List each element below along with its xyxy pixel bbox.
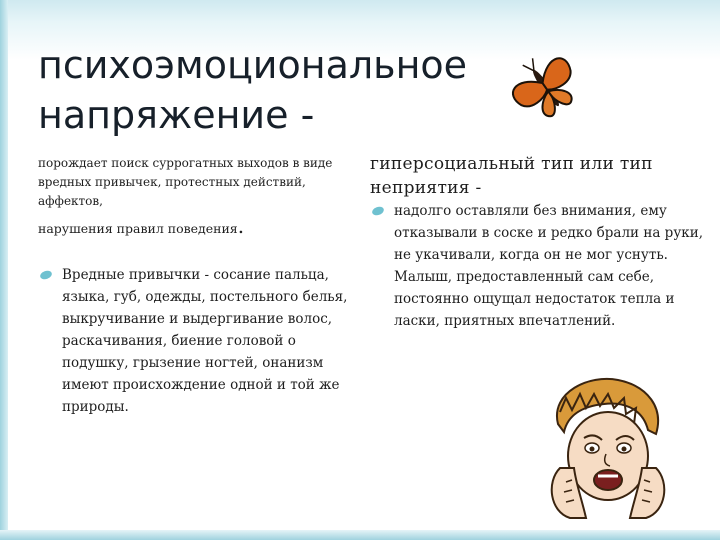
intro-last-dot: . xyxy=(237,214,245,238)
butterfly-illustration xyxy=(506,52,586,124)
intro-paragraph xyxy=(38,154,338,238)
type-heading: гиперсоциальный тип или тип неприятия - xyxy=(370,154,653,198)
habits-text: Вредные привычки - сосание пальца, языка, губ, одежды, постельного белья, выкручивание и выдергивание волос, раскачивания, биение головой о подушку, грызение ногтей, онанизм имеют происхождение одной и той же природы. xyxy=(62,267,348,415)
intro-last-line-text: нарушения правил поведения xyxy=(38,221,238,236)
upset-boy-illustration xyxy=(530,372,680,522)
bullet-marker-icon xyxy=(39,269,53,281)
intro-text: порождает поиск суррогатных выходов в виде вредных привычек, протестных действий, аффектов, xyxy=(38,156,333,208)
bullet-marker-icon xyxy=(371,205,385,217)
bottom-border-bar xyxy=(0,530,720,540)
intro-last-line xyxy=(38,214,338,238)
left-border-bar xyxy=(0,0,8,540)
type-text: надолго оставляли без внимания, ему отказывали в соске и редко брали на руки, не укачивали, когда он не мог уснуть. Малыш, предоставленный сам себе, постоянно ощущал недостаток тепла и ласки, приятных впечатлений. xyxy=(394,203,703,329)
type-bullet xyxy=(370,200,720,332)
habits-bullet xyxy=(38,264,362,418)
slide-title: психоэмоциональное напряжение - xyxy=(38,43,468,137)
